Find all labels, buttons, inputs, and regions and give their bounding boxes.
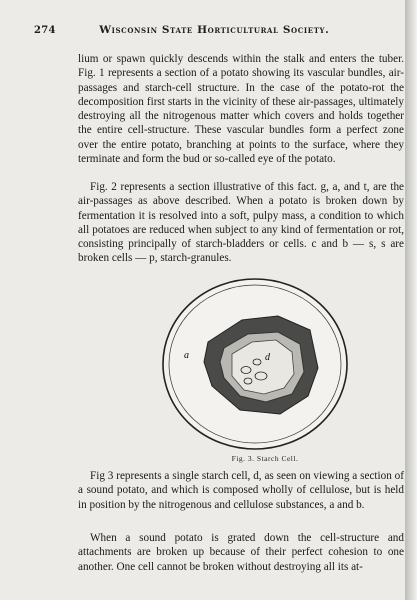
paragraph-2: Fig. 2 represents a section illustrative of this fact. g, a, and t, are the air-passages as above described. When a potato is broken down by fermentation it is resolved into a soft, pulpy mass, a condition to which all potatoes are reduced when subject to any kind of fermentation or rot, consisting principally of starch-bladders or cells. c and b — s, s are broken cells — p, starch-granules. (78, 181, 404, 265)
figure-label-d: d (265, 352, 270, 363)
figure-label-a: a (184, 350, 189, 361)
figure-caption: Fig. 3. Starch Cell. (231, 454, 299, 463)
paragraph-1: lium or spawn quickly descends within the stalk and enters the tuber. Fig. 1 represents a section of a potato showing its vascular bundles, air-passages and starch-cell structure. In the case of the potato-rot the decomposition first starts in the vicinity of these air-passages, ultimately destroying all the nitrogenous matter which covers and holds together the entire cell-structure. These vascular bundles form a perfect zone over the entire potato, branching at points to the surface, where they terminate and form the bud or so-called eye of the potato. (78, 53, 404, 166)
page-number: 274 (34, 25, 56, 36)
running-title: Wisconsin State Horticultural Society. (99, 24, 330, 36)
starch-cell-figure (160, 276, 350, 452)
page-header (34, 24, 374, 36)
paragraph-3: Fig 3 represents a single starch cell, d, as seen on viewing a section of a sound potato, and which is composed wholly of cellulose, but is held in position by the nitrogenous and cellulose substances, a and b. (78, 470, 404, 511)
book-spine (405, 0, 417, 600)
paragraph-4: When a sound potato is grated down the cell-structure and attachments are broken up because of their perfect cohesion to one another. One cell cannot be broken without destroying all its at- (78, 532, 404, 573)
